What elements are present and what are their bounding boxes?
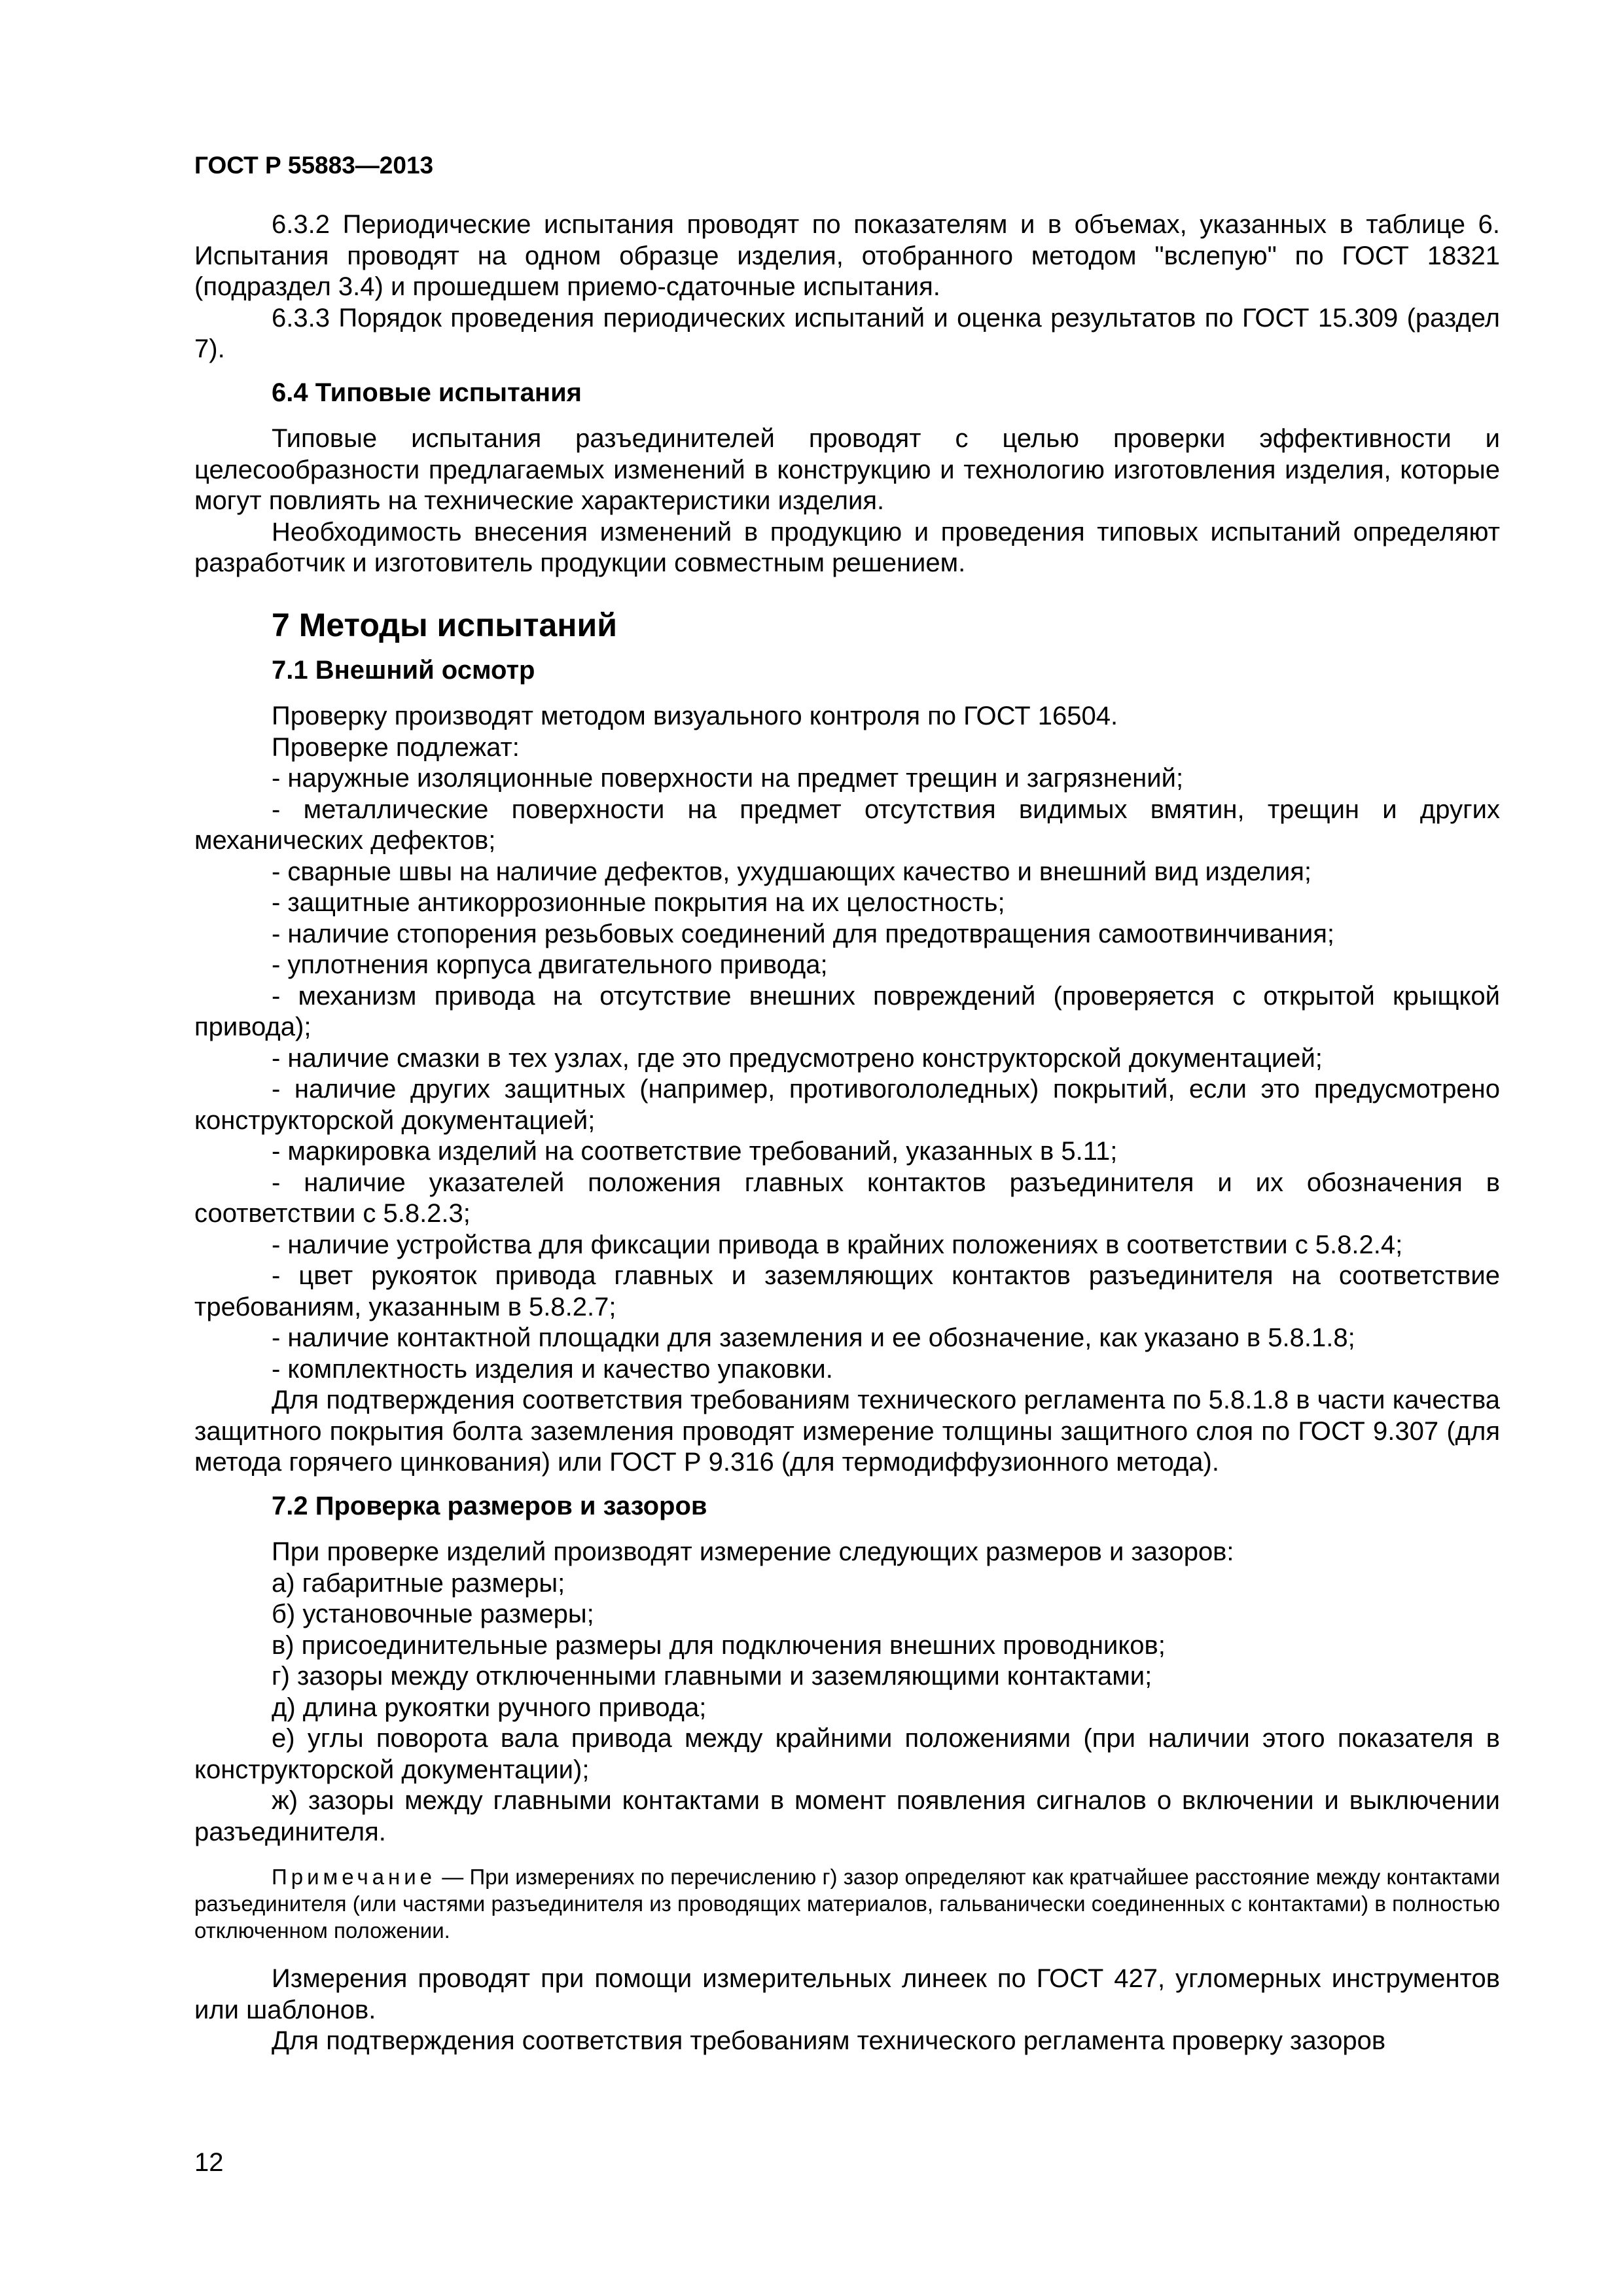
paragraph: Для подтверждения соответствия требованиям технического регламента проверку зазоров	[272, 2026, 1386, 2055]
list-item: - маркировка изделий на соответствие требований, указанных в 5.11;	[272, 1137, 1118, 1166]
section-7-1-heading: 7.1 Внешний осмотр	[272, 655, 535, 685]
paragraph: Типовые испытания разъединителей проводят с целью проверки эффективности и целесообразности предлагаемых изменений в конструкцию и технологию изготовления изделия, которые могут повлиять на технические характеристики изделия.	[194, 424, 1500, 515]
list-item: - наличие контактной площадки для заземления и ее обозначение, как указано в 5.8.1.8;	[272, 1323, 1355, 1352]
list-item: е) углы поворота вала привода между крайними положениями (при наличии этого показателя в конструкторской документации);	[194, 1724, 1500, 1784]
paragraph: Необходимость внесения изменений в продукцию и проведения типовых испытаний определяют разработчик и изготовитель продукции совместным решением.	[194, 517, 1500, 577]
list-item: - наличие других защитных (например, противогололедных) покрытий, если это предусмотрено конструкторской документацией;	[194, 1075, 1500, 1135]
list-item: - наличие смазки в тех узлах, где это предусмотрено конструкторской документацией;	[272, 1043, 1323, 1073]
list-item: - наличие указателей положения главных контактов разъединителя и их обозначения в соответствии с 5.8.2.3;	[194, 1168, 1500, 1228]
list-item: ж) зазоры между главными контактами в момент появления сигналов о включении и выключении разъединителя.	[194, 1786, 1500, 1846]
page-number: 12	[194, 2148, 224, 2177]
list-item: - сварные швы на наличие дефектов, ухудшающих качество и внешний вид изделия;	[272, 857, 1312, 886]
paragraph-6-3-2: 6.3.2 Периодические испытания проводят по показателям и в объемах, указанных в таблице 6. Испытания проводят на одном образце изделия, отобранного методом "вслепую" по ГОСТ 18321 (подраздел 3.4) и прошедшем приемо-сдаточные испытания.	[194, 210, 1500, 301]
list-item: - наружные изоляционные поверхности на предмет трещин и загрязнений;	[272, 764, 1184, 793]
section-7-heading: 7 Методы испытаний	[272, 606, 617, 643]
paragraph: Измерения проводят при помощи измерительных линеек по ГОСТ 427, угломерных инструментов или шаблонов.	[194, 1964, 1500, 2024]
list-item: б) установочные размеры;	[272, 1600, 594, 1628]
list-item: - наличие стопорения резьбовых соединений для предотвращения самоотвинчивания;	[272, 919, 1334, 948]
list-item: - защитные антикоррозионные покрытия на их целостность;	[272, 888, 1005, 917]
note-label: Примечание	[272, 1865, 437, 1889]
list-item: - комплектность изделия и качество упаковки.	[272, 1354, 833, 1384]
document-header: ГОСТ Р 55883—2013	[194, 152, 434, 179]
note-paragraph	[194, 1863, 1500, 1944]
list-item: - наличие устройства для фиксации привода в крайних положениях в соответствии с 5.8.2.4;	[272, 1230, 1403, 1259]
list-item: - уплотнения корпуса двигательного привода;	[272, 950, 828, 979]
list-item: а) габаритные размеры;	[272, 1568, 565, 1598]
list-item: д) длина рукоятки ручного привода;	[272, 1693, 707, 1722]
list-item: г) зазоры между отключенными главными и заземляющими контактами;	[272, 1662, 1152, 1691]
document-page	[194, 151, 1500, 2057]
paragraph: Проверку производят методом визуального контроля по ГОСТ 16504.	[272, 702, 1118, 730]
section-6-4-heading: 6.4 Типовые испытания	[272, 378, 582, 407]
section-7-2-heading: 7.2 Проверка размеров и зазоров	[272, 1491, 707, 1520]
list-item: - металлические поверхности на предмет отсутствия видимых вмятин, трещин и других механических дефектов;	[194, 795, 1500, 855]
list-item: в) присоединительные размеры для подключения внешних проводников;	[272, 1630, 1166, 1660]
paragraph: Для подтверждения соответствия требованиям технического регламента по 5.8.1.8 в части качества защитного покрытия болта заземления проводят измерение толщины защитного слоя по ГОСТ 9.307 (для метода горячего цинкования) или ГОСТ Р 9.316 (для термодиффузионного метода).	[194, 1386, 1500, 1477]
paragraph-6-3-3: 6.3.3 Порядок проведения периодических испытаний и оценка результатов по ГОСТ 15.309 (раздел 7).	[194, 303, 1500, 363]
list-item: - механизм привода на отсутствие внешних повреждений (проверяется с открытой крыщкой привода);	[194, 981, 1500, 1041]
paragraph: При проверке изделий производят измерение следующих размеров и зазоров:	[272, 1537, 1234, 1566]
paragraph: Проверке подлежат:	[272, 732, 520, 762]
note-text: — При измерениях по перечислению г) зазор определяют как кратчайшее расстояние между контактами разъединителя (или частями разъединителя из проводящих материалов, гальванически соединенных с контактами) в полностью отключенном положении.	[194, 1865, 1500, 1943]
list-item: - цвет рукояток привода главных и заземляющих контактов разъединителя на соответствие требованиям, указанным в 5.8.2.7;	[194, 1261, 1500, 1321]
